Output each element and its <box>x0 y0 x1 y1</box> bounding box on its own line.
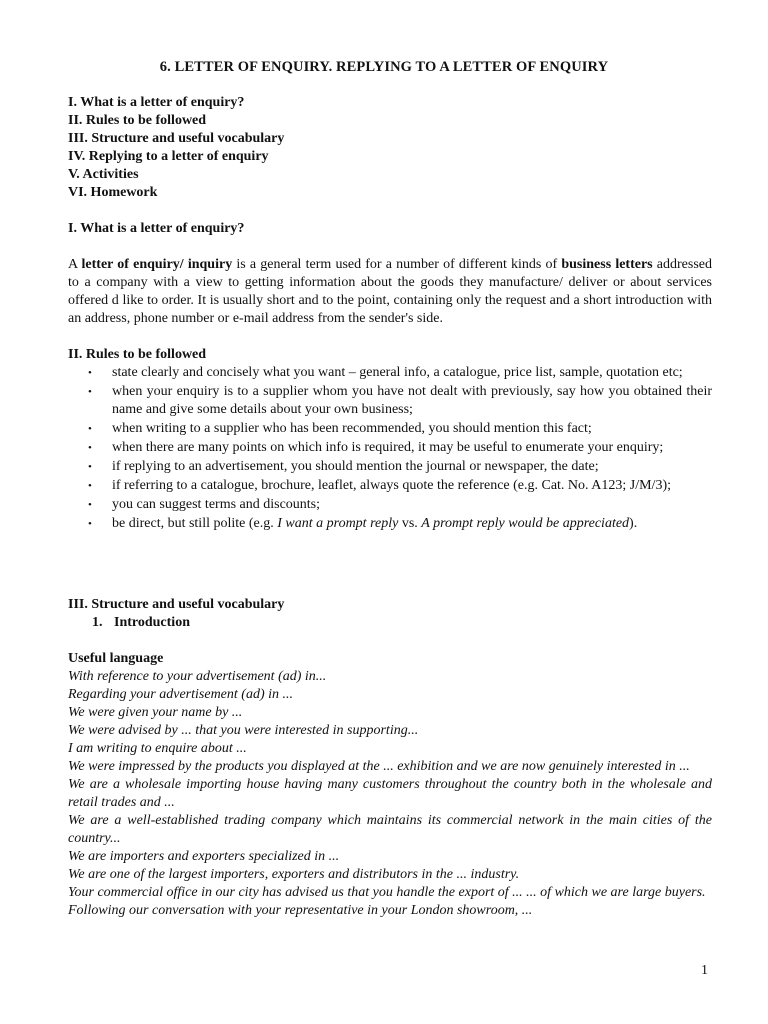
paragraph-text: A <box>68 257 82 272</box>
page-number: 1 <box>701 963 708 978</box>
section-3-heading: III. Structure and useful vocabulary <box>68 597 285 612</box>
numbered-item-introduction <box>92 614 190 632</box>
rule-text: vs. <box>398 516 422 531</box>
useful-phrases-list <box>68 668 712 920</box>
toc-item: II. Rules to be followed <box>68 113 207 128</box>
phrase-item: We were advised by ... that you were interested in supporting... <box>68 723 419 738</box>
phrase-item: Regarding your advertisement (ad) in ... <box>68 687 293 702</box>
section-2-heading: II. Rules to be followed <box>68 347 207 362</box>
rule-text: state clearly and concisely what you want – general info, a catalogue, price list, sample, quotation etc; <box>112 365 683 380</box>
list-item <box>68 420 712 438</box>
rule-text: when your enquiry is to a supplier whom you have not dealt with previously, say how you obtained their name and give some details about your own business; <box>112 384 712 417</box>
list-item <box>68 364 712 382</box>
useful-language-heading: Useful language <box>68 651 164 666</box>
bullet-icon: • <box>88 518 92 530</box>
item-label: Introduction <box>114 615 190 630</box>
example-polite: A prompt reply would be appreciated <box>421 516 630 531</box>
phrase-item: We are a well-established trading company which maintains its commercial network in the main cities of the country... <box>68 813 712 846</box>
list-item <box>68 383 712 419</box>
bullet-icon: • <box>88 480 92 492</box>
section-1-paragraph <box>68 256 712 328</box>
phrase-item: Following our conversation with your representative in your London showroom, ... <box>68 903 533 918</box>
rule-text: if replying to an advertisement, you should mention the journal or newspaper, the date; <box>112 459 599 474</box>
toc-item: I. What is a letter of enquiry? <box>68 95 245 110</box>
bullet-icon: • <box>88 423 92 435</box>
list-item <box>68 477 712 495</box>
rule-text: when writing to a supplier who has been recommended, you should mention this fact; <box>112 421 592 436</box>
term-business-letters: business letters <box>561 257 653 272</box>
list-item <box>68 515 712 533</box>
table-of-contents <box>68 94 712 202</box>
bullet-icon: • <box>88 367 92 379</box>
rules-list <box>68 364 712 534</box>
bullet-icon: • <box>88 386 92 398</box>
paragraph-text: is a general term used for a number of different kinds of <box>232 257 562 272</box>
toc-item: V. Activities <box>68 167 139 182</box>
phrase-item: We are a wholesale importing house having many customers throughout the country both in the wholesale and retail trades and ... <box>68 777 712 810</box>
document-title: 6. LETTER OF ENQUIRY. REPLYING TO A LETTER OF ENQUIRY <box>159 59 609 75</box>
bullet-icon: • <box>88 442 92 454</box>
phrase-item: We are importers and exporters specialized in ... <box>68 849 340 864</box>
example-impolite: I want a prompt reply <box>277 516 399 531</box>
phrase-item: We are one of the largest importers, exporters and distributors in the ... industry. <box>68 867 520 882</box>
item-number: 1. <box>92 615 103 630</box>
toc-item: IV. Replying to a letter of enquiry <box>68 149 269 164</box>
toc-item: VI. Homework <box>68 185 158 200</box>
bullet-icon: • <box>88 461 92 473</box>
phrase-item: We were impressed by the products you displayed at the ... exhibition and we are now genuinely interested in ... <box>68 759 690 774</box>
section-1-heading: I. What is a letter of enquiry? <box>68 221 245 236</box>
phrase-item: Your commercial office in our city has advised us that you handle the export of ... ... of which we are large buyers. <box>68 885 706 900</box>
phrase-item: With reference to your advertisement (ad) in... <box>68 669 327 684</box>
list-item <box>68 458 712 476</box>
bullet-icon: • <box>88 499 92 511</box>
list-item <box>68 496 712 514</box>
rule-text: ). <box>629 516 638 531</box>
paragraph-text: addressed to a company with a view to getting information about the goods they manufacture/ deliver or about services offered d like to order. It is usually short and to the point, containing only the request and a short introduction with an address, phone number or e-mail address from the sender's side. <box>68 257 712 326</box>
rule-text: be direct, but still polite (e.g. <box>112 516 278 531</box>
term-letter-of-enquiry: letter of enquiry/ inquiry <box>81 257 233 272</box>
phrase-item: We were given your name by ... <box>68 705 243 720</box>
rule-text: if referring to a catalogue, brochure, leaflet, always quote the reference (e.g. Cat. No. A123; J/M/3); <box>112 478 672 493</box>
phrase-item: I am writing to enquire about ... <box>68 741 247 756</box>
rule-text: you can suggest terms and discounts; <box>112 497 321 512</box>
toc-item: III. Structure and useful vocabulary <box>68 131 285 146</box>
list-item <box>68 439 712 457</box>
rule-text: when there are many points on which info is required, it may be useful to enumerate your enquiry; <box>112 440 664 455</box>
